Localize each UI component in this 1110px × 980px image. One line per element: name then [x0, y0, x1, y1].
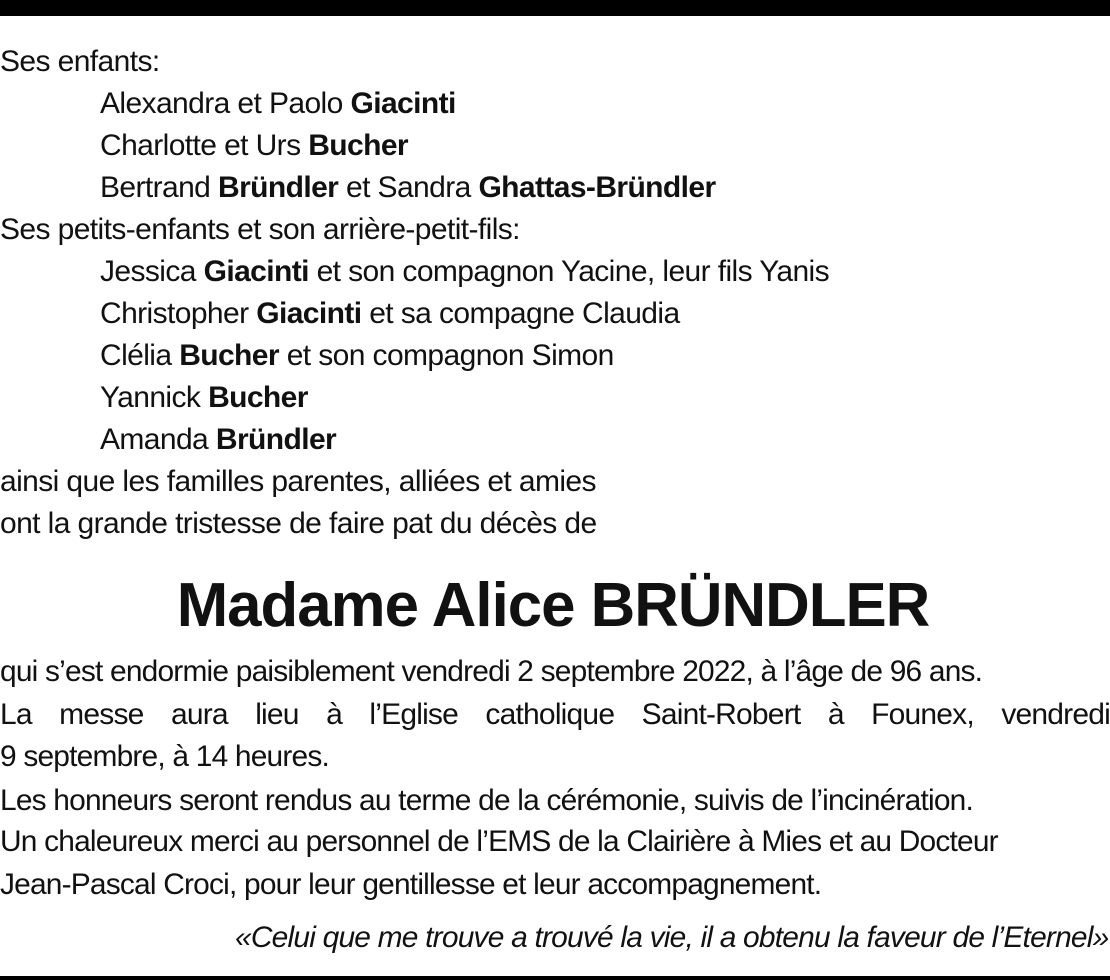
child-surname: Bucher — [308, 129, 408, 162]
grandchild-first-name: Amanda — [100, 423, 209, 456]
grandchild-line — [100, 336, 614, 376]
bottom-border-rule — [0, 976, 1110, 980]
child-surname: Giacinti — [350, 87, 456, 120]
grandchild-first-name: Christopher — [100, 297, 249, 330]
grandchild-surname: Bucher — [179, 339, 279, 372]
thanks-line-1: Un chaleureux merci au personnel de l’EMS de la Clairière à Mies et au Docteur — [0, 825, 998, 858]
mass-info-line-2: 9 septembre, à 14 heures. — [0, 740, 330, 773]
child-surname: Bründler — [218, 171, 339, 204]
grandchild-details: et son compagnon Yacine, leur fils Yanis — [316, 255, 830, 288]
grandchild-surname: Giacinti — [203, 255, 309, 288]
child-first-names: Charlotte et Urs — [100, 129, 301, 162]
grandchildren-heading: Ses petits-enfants et son arrière-petit-fils: — [0, 213, 520, 246]
grandchild-line — [100, 252, 829, 292]
child-first-names: Bertrand — [100, 171, 211, 204]
death-notice-line: qui s’est endormie paisiblement vendredi 2 septembre 2022, à l’âge de 96 ans. — [0, 655, 983, 688]
children-heading: Ses enfants: — [0, 45, 160, 78]
families-line: ainsi que les familles parentes, alliées et amies — [0, 465, 596, 498]
grandchild-surname: Bucher — [208, 381, 308, 414]
grandchild-details: et sa compagne Claudia — [369, 297, 680, 330]
grandchild-line — [100, 420, 336, 460]
deceased-name-heading: Madame Alice BRÜNDLER — [176, 571, 930, 640]
child-first-names: Alexandra et Paolo — [100, 87, 343, 120]
child-line — [100, 84, 456, 124]
mass-info-line-1: La messe aura lieu à l’Eglise catholique Saint-Robert à Founex, vendredi — [0, 698, 1110, 731]
child-line — [100, 126, 408, 166]
grandchild-details: et son compagnon Simon — [286, 339, 614, 372]
grandchild-line — [100, 378, 308, 418]
grandchild-first-name: Clélia — [100, 339, 172, 372]
grandchild-surname: Bründler — [215, 423, 337, 456]
child-partner-surname: Ghattas-Bründler — [478, 171, 716, 204]
grandchild-surname: Giacinti — [256, 297, 362, 330]
announcement-line: ont la grande tristesse de faire pat du décès de — [0, 507, 597, 540]
child-line — [100, 168, 716, 208]
closing-quote: «Celui que me trouve a trouvé la vie, il a obtenu la faveur de l’Eternel» — [234, 921, 1108, 954]
grandchild-first-name: Jessica — [100, 255, 196, 288]
child-partner-first-name: et Sandra — [345, 171, 471, 204]
top-border-rule — [0, 0, 1110, 16]
grandchild-first-name: Yannick — [100, 381, 201, 414]
honours-line: Les honneurs seront rendus au terme de la cérémonie, suivis de l’incinération. — [0, 784, 974, 817]
thanks-line-2: Jean-Pascal Croci, pour leur gentillesse et leur accompagnement. — [0, 868, 822, 901]
grandchild-line — [100, 294, 680, 334]
